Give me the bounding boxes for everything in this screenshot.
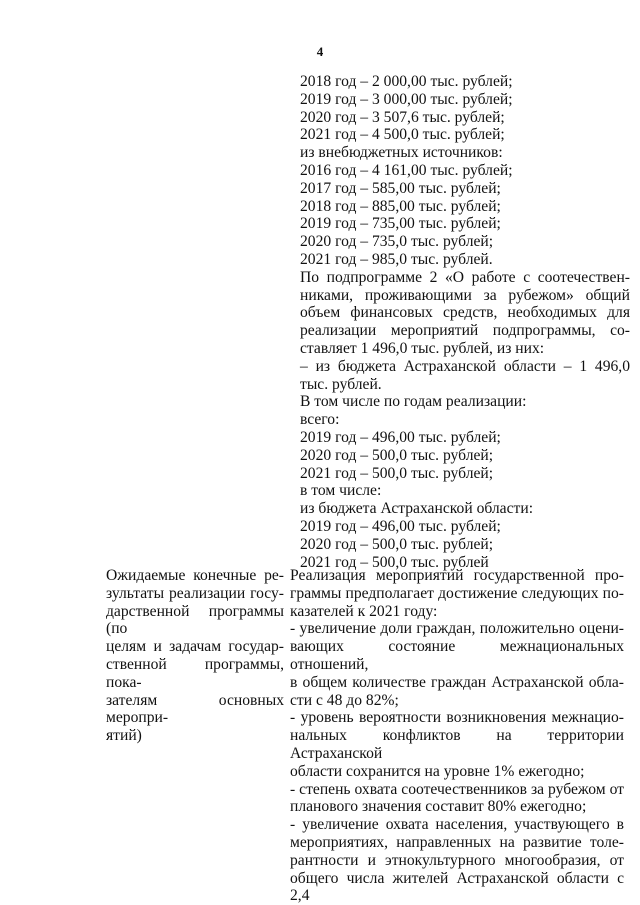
page-number: 4	[316, 44, 324, 59]
paragraph-line: – из бюджета Астраханской области – 1 496,0	[300, 357, 630, 375]
text-line: сти с 48 до 82%;	[290, 691, 399, 709]
budget-line: 2017 год – 585,00 тыс. рублей;	[300, 179, 501, 197]
paragraph-line: реализации мероприятий подпрограммы, со-	[300, 322, 630, 340]
text-line: в общем количестве граждан Астраханской обла-	[290, 673, 624, 691]
text-line: области сохранится на уровне 1% ежегодно;	[290, 762, 585, 780]
budget-line: 2020 год – 3 507,6 тыс. рублей;	[300, 108, 505, 126]
label-line: ственной программы, пока-	[106, 655, 284, 691]
label-line: дарственной программы (по	[106, 602, 284, 638]
budget-block	[300, 73, 630, 571]
text-line: - уровень вероятности возникновения межнацио-	[290, 709, 624, 727]
budget-line: всего:	[300, 411, 340, 429]
text-line: рантности и этнокультурного многообразия, от	[290, 851, 624, 869]
regional-budget-paragraph	[300, 358, 630, 394]
budget-line: 2016 год – 4 161,00 тыс. рублей;	[300, 161, 513, 179]
text-line: граммы предполагает достижение следующих по-	[290, 584, 624, 602]
text-line: планового значения составит 80% ежегодно;	[290, 798, 587, 816]
by-year-list	[300, 393, 630, 571]
budget-line: 2019 год – 496,00 тыс. рублей;	[300, 517, 501, 535]
paragraph-line: ставляет 1 496,0 тыс. рублей, из них:	[300, 339, 545, 357]
budget-year-list	[300, 73, 630, 269]
budget-line: из бюджета Астраханской области:	[300, 500, 534, 518]
text-line: - увеличение доли граждан, положительно оцени-	[290, 620, 624, 638]
budget-line: 2019 год – 496,00 тыс. рублей;	[300, 428, 501, 446]
paragraph-line: тыс. рублей.	[300, 375, 382, 393]
text-line: нальных конфликтов на территории Астраханской	[290, 727, 624, 762]
label-line: целям и задачам государ-	[106, 638, 284, 656]
expected-results-text	[290, 567, 624, 905]
subprogram-paragraph	[300, 269, 630, 358]
text-line: вающих состояние межнациональных отношений,	[290, 638, 624, 673]
budget-line: 2018 год – 2 000,00 тыс. рублей;	[300, 73, 513, 90]
budget-line: в том числе:	[300, 482, 382, 500]
text-line: - увеличение охвата населения, участвующего в	[290, 816, 624, 834]
paragraph-line: По подпрограмме 2 «О работе с соотечествен-	[300, 268, 630, 286]
label-line: зультаты реализации госу-	[106, 584, 284, 602]
budget-line: 2018 год – 885,00 тыс. рублей;	[300, 197, 501, 215]
budget-line: 2021 год – 985,0 тыс. рублей.	[300, 250, 493, 268]
label-line: зателям основных меропри-	[106, 691, 284, 727]
text-line: мероприятиях, направленных на развитие толе-	[290, 833, 624, 851]
paragraph-line: объем финансовых средств, необходимых для	[300, 304, 630, 322]
budget-line: 2020 год – 500,0 тыс. рублей;	[300, 535, 494, 553]
label-line: ятий)	[106, 727, 142, 745]
budget-line: 2019 год – 735,00 тыс. рублей;	[300, 215, 501, 233]
expected-results-label	[106, 567, 284, 745]
budget-line: 2019 год – 3 000,00 тыс. рублей;	[300, 90, 513, 108]
label-line: Ожидаемые конечные ре-	[106, 567, 284, 584]
budget-line: В том числе по годам реализации:	[300, 393, 527, 411]
text-line: - степень охвата соотечественников за рубежом от	[290, 780, 624, 798]
budget-line: 2021 год – 500,0 тыс. рублей;	[300, 464, 494, 482]
paragraph-line: никами, проживающими за рубежом» общий	[300, 286, 630, 304]
text-line: общего числа жителей Астраханской области с 2,4	[290, 869, 624, 905]
budget-line: 2020 год – 735,0 тыс. рублей;	[300, 233, 494, 251]
budget-line: из внебюджетных источников:	[300, 144, 503, 162]
text-line: Реализация мероприятий государственной про-	[290, 567, 624, 584]
budget-line: 2021 год – 4 500,0 тыс. рублей;	[300, 126, 505, 144]
budget-line: 2021 год – 500,0 тыс. рублей	[300, 553, 489, 571]
text-line: казателей к 2021 году:	[290, 602, 438, 620]
budget-line: 2020 год – 500,0 тыс. рублей;	[300, 446, 494, 464]
